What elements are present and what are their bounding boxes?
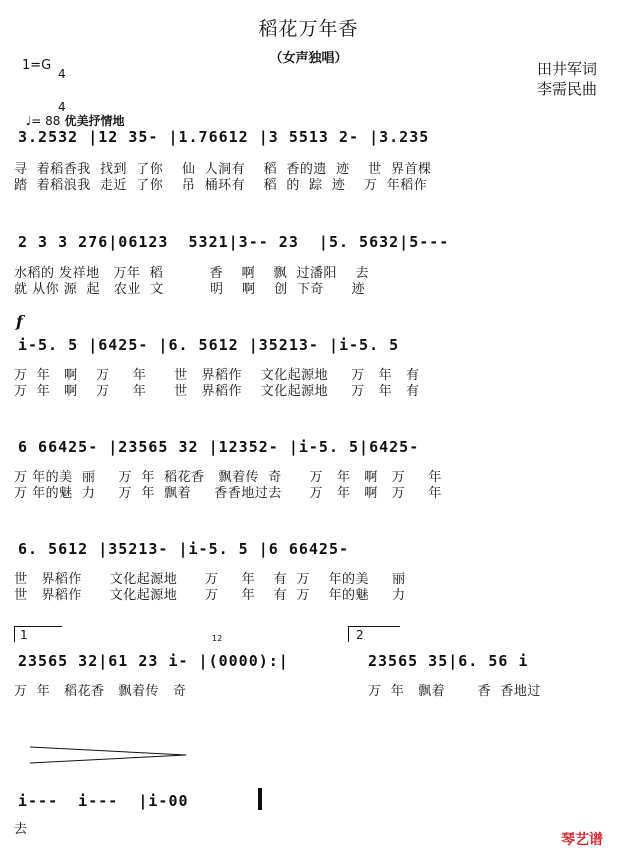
dynamic-forte: f [16, 312, 23, 331]
volta-1-bracket-edge [14, 626, 15, 642]
tempo-marking [18, 98, 124, 129]
system-1-lyric-verse-2: 踏 着稻浪我 走近 了你 吊 桶环有 稻 的 踪 迹 万 年稻作 [14, 178, 428, 193]
system-5-notes: 6. 5612 |35213- |i-5. 5 |6 66425- [18, 540, 350, 558]
system-2-lyric-verse-1: 水稻的 发祥地 万年 稻 香 啊 飘 过潘阳 去 [14, 266, 369, 281]
volta-1-bracket [14, 626, 62, 627]
system-6-lyric-ending-2: 万 年 飘着 香 香地过 [368, 684, 541, 699]
composer-credit: 李需民曲 [536, 80, 597, 98]
volta-2-bracket [348, 626, 400, 627]
watermark-logo: 琴艺谱 [561, 832, 603, 848]
tempo-expression: 优美抒情地 [64, 114, 125, 128]
key-signature: 1=G [22, 58, 52, 73]
song-title: 稻花万年香 [258, 18, 359, 40]
system-3-lyric-verse-2: 万 年 啊 万 年 世 界稻作 文化起源地 万 年 有 [14, 384, 420, 399]
system-4-notes: 6 66425- |23565 32 |12352- |i-5. 5|6425- [18, 438, 420, 456]
system-7-notes: i--- i--- |i-00 [18, 792, 189, 810]
lyricist-credit: 田井军词 [536, 60, 597, 78]
time-signature-top: 4 [58, 67, 66, 81]
song-subtitle: （女声独唱） [269, 51, 348, 66]
diminuendo-hairpin [30, 745, 190, 765]
system-1-notes: 3.2532 |12 35- |1.76612 |3 5513 2- |3.235 [18, 128, 430, 146]
system-6-notes-ending-2: 23565 35|6. 56 i [368, 652, 529, 670]
volta-2-bracket-edge [348, 626, 349, 642]
system-3-lyric-verse-1: 万 年 啊 万 年 世 界稻作 文化起源地 万 年 有 [14, 368, 420, 383]
system-2-lyric-verse-2: 就 从你 源 起 农业 文 明 啊 创 下奇 迹 [14, 282, 366, 297]
system-1-lyric-verse-1: 寻 着稻香我 找到 了你 仙 人洞有 稻 香的遗 迹 世 界首棵 [14, 162, 432, 177]
system-2-notes: 2 3 3 276|06123 5321|3-- 23 |5. 5632|5--- [18, 233, 450, 251]
system-6-lyric-ending-1: 万 年 稻花香 飘着传 奇 [14, 684, 187, 699]
volta-2-label: 2 [356, 628, 364, 642]
system-6-notes-ending-1: 23565 32|61 23 i- |(0000):| [18, 652, 289, 670]
final-barline [258, 788, 262, 810]
system-3-notes: i-5. 5 |6425- |6. 5612 |35213- |i-5. 5 [18, 336, 400, 354]
system-5-lyric-verse-2: 世 界稻作 文化起源地 万 年 有 万 年的魅 力 [14, 588, 406, 603]
system-5-lyric-verse-1: 世 界稻作 文化起源地 万 年 有 万 年的美 丽 [14, 572, 406, 587]
system-4-lyric-verse-1: 万 年的美 丽 万 年 稻花香 飘着传 奇 万 年 啊 万 年 [14, 470, 442, 485]
grace-notes: 12 [212, 634, 223, 643]
tempo-metronome: ♩= 88 [25, 114, 61, 128]
time-signature-bottom: 4 [58, 100, 66, 114]
system-7-lyric: 去 [14, 822, 28, 837]
system-4-lyric-verse-2: 万 年的魅 力 万 年 飘着 香香地过去 万 年 啊 万 年 [14, 486, 442, 501]
volta-1-label: 1 [20, 628, 28, 642]
